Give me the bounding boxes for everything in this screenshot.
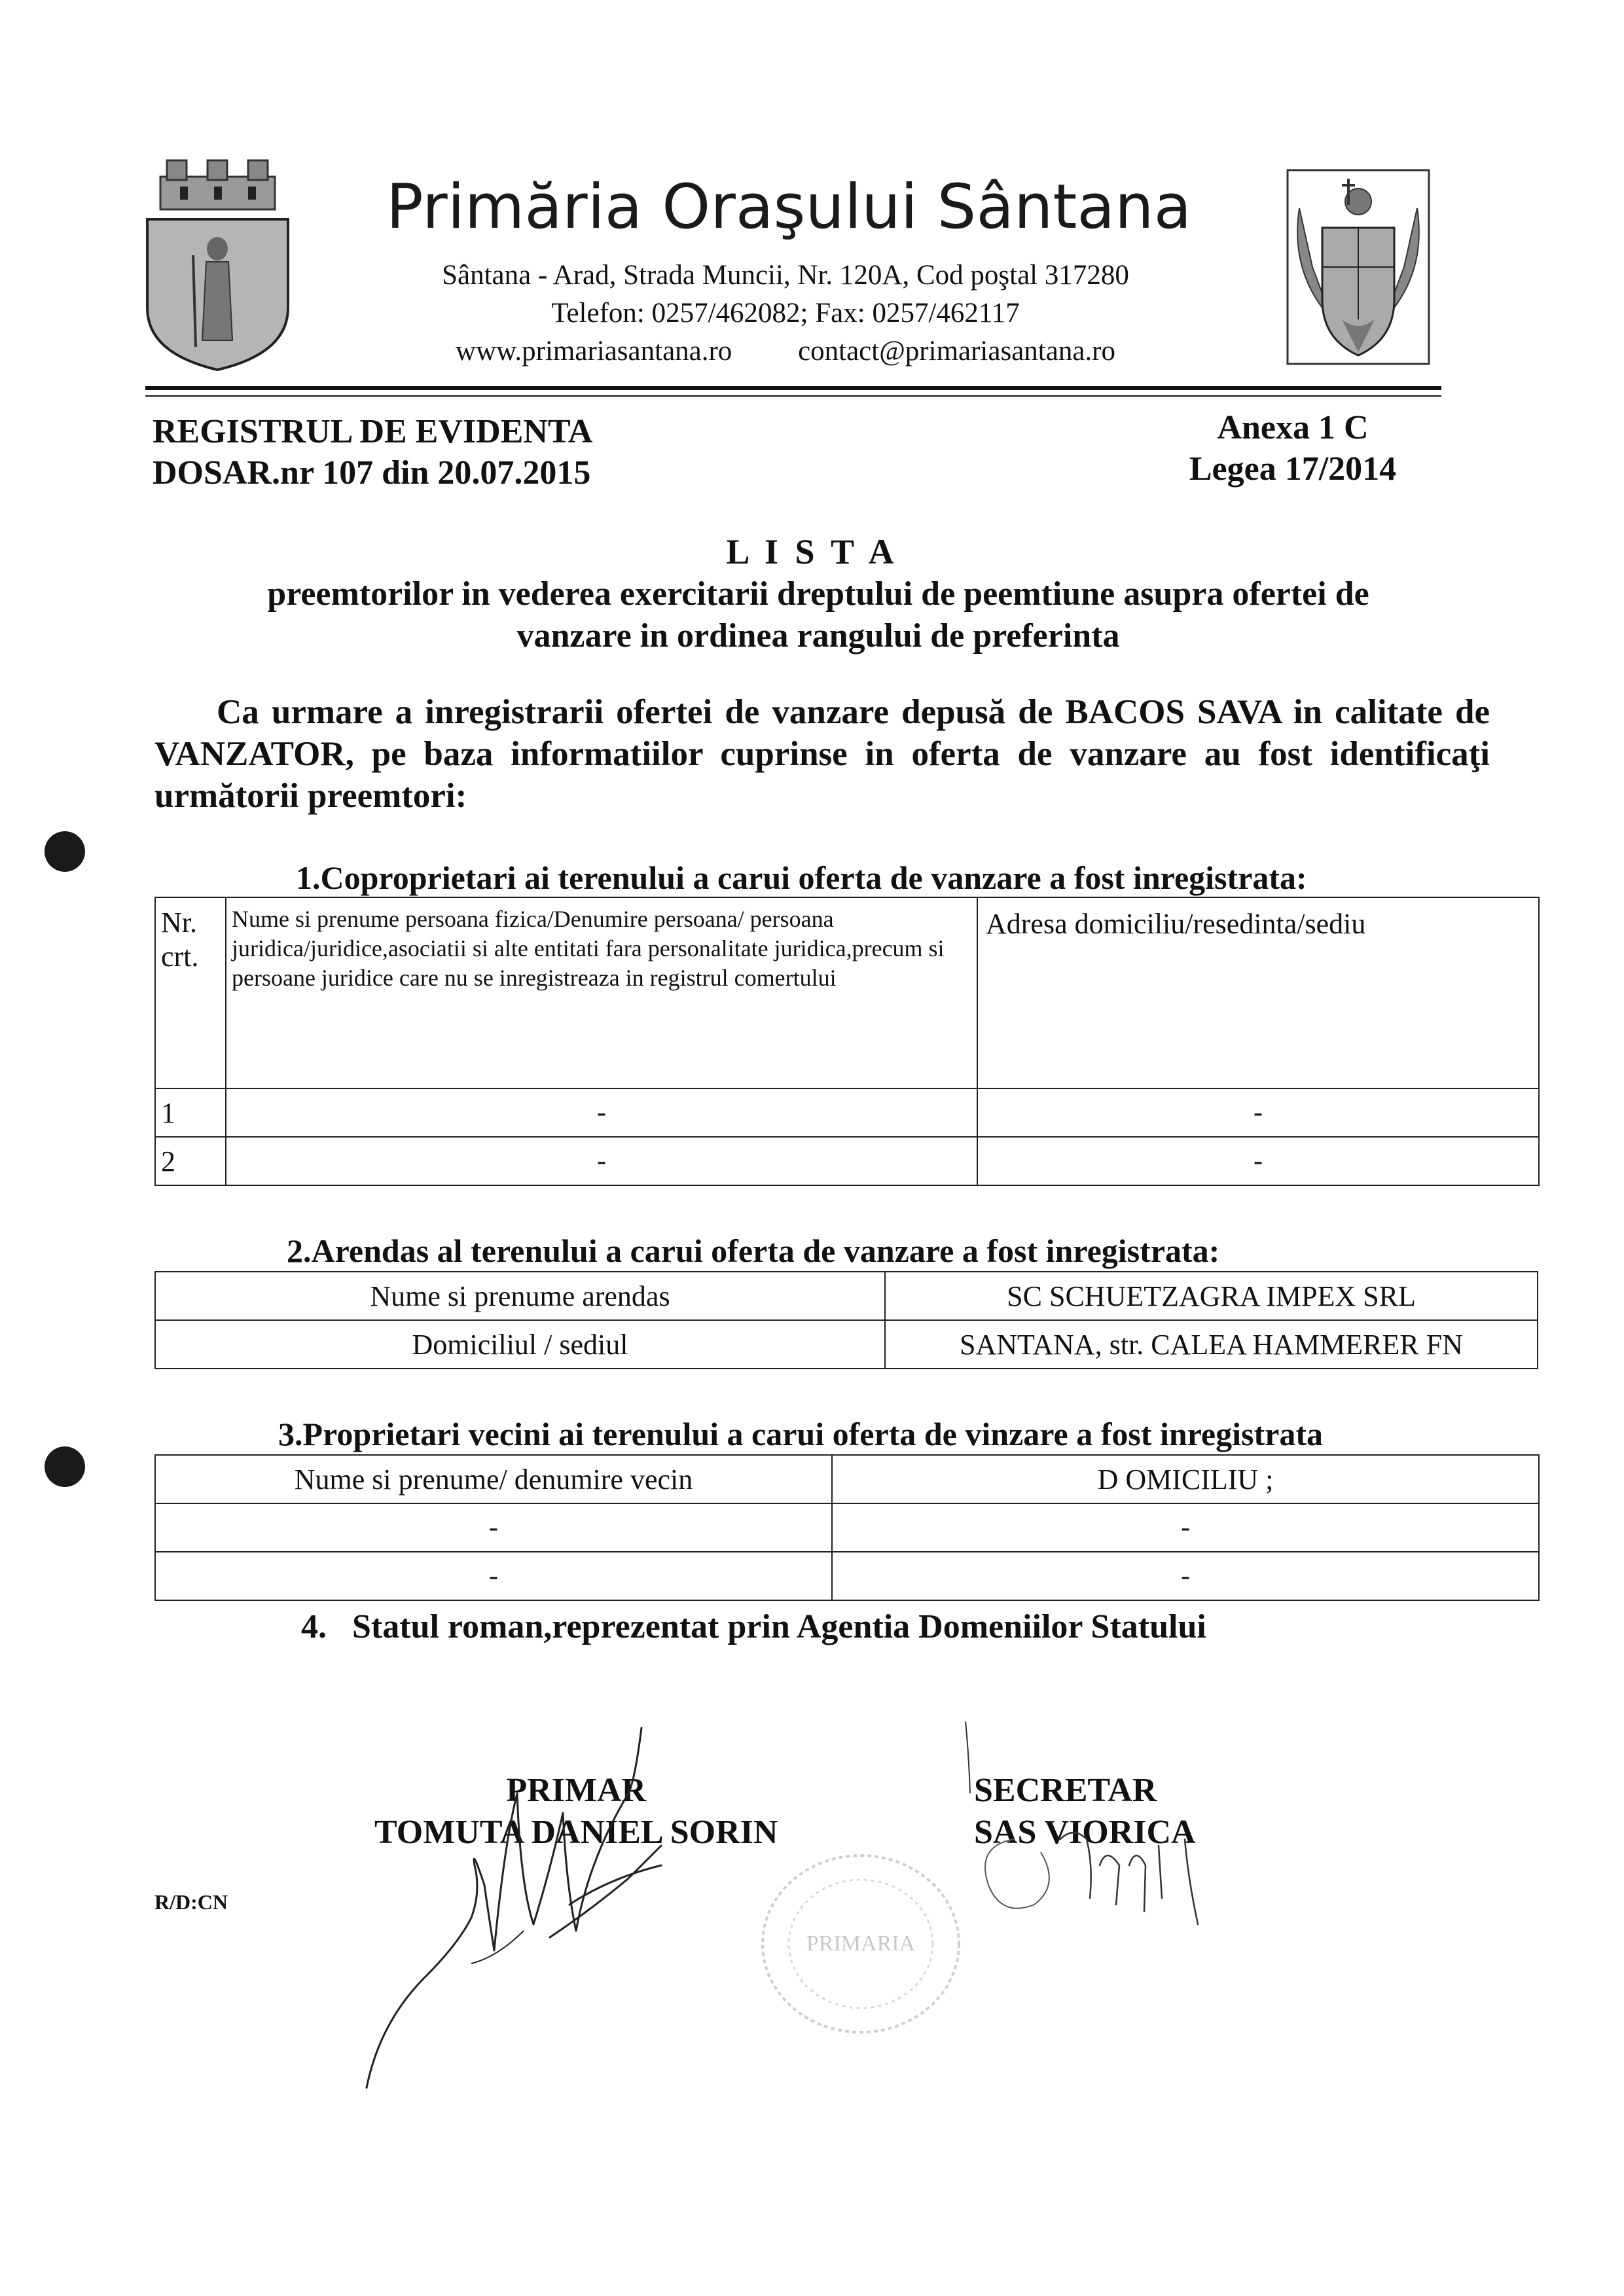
city-coat-of-arms (141, 157, 295, 373)
header-neighbor-address: D OMICILIU ; (832, 1455, 1539, 1503)
table-row (155, 1137, 1539, 1185)
table-row (155, 1552, 1539, 1600)
table-header-row (155, 1455, 1539, 1503)
intro-paragraph: Ca urmare a inregistrarii ofertei de vanzare depusă de BACOS SAVA in calitate de VANZATOR, pe baza informatiilor cuprinse in oferta de vanzare au fost identificaţi următorii preemtori: (154, 693, 1490, 815)
dosar-number: DOSAR.nr 107 din 20.07.2015 (153, 454, 591, 492)
secretary-signature (962, 1715, 1263, 1990)
address-line: Sântana - Arad, Strada Muncii, Nr. 120A, Cod poştal 317280 (442, 260, 1129, 291)
annex-label: Anexa 1 C (1217, 409, 1369, 446)
table-row (155, 1320, 1538, 1369)
row-number: 1 (155, 1088, 226, 1137)
phone-fax-line: Telefon: 0257/462082; Fax: 0257/462117 (551, 298, 1020, 329)
law-reference: Legea 17/2014 (1189, 450, 1397, 488)
secretary-title: SECRETAR (974, 1772, 1157, 1809)
section2-title: 2.Arendas al terenului a carui oferta de vanzare a fost inregistrata: (287, 1232, 1220, 1269)
table-row (155, 1272, 1538, 1320)
tenant-table (154, 1271, 1538, 1369)
list-subtitle-line1: preemtorilor in vederea exercitarii dreptului de peemtiune asupra ofertei de (267, 575, 1369, 613)
official-stamp (753, 1846, 969, 2042)
romania-coat-of-arms (1286, 169, 1430, 365)
header-rule-thick (145, 386, 1441, 390)
list-subtitle-line2: vanzare in ordinea rangului de preferinta (516, 617, 1120, 655)
tenant-address-label: Domiciliul / sediul (155, 1320, 885, 1369)
table-row (155, 1503, 1539, 1552)
email-link[interactable]: contact@primariasantana.ro (798, 336, 1115, 367)
table-header-row (155, 897, 1539, 1088)
header-neighbor-name: Nume si prenume/ denumire vecin (155, 1455, 832, 1503)
neighbor-name: - (155, 1503, 832, 1552)
coowners-table (154, 897, 1540, 1186)
table-row (155, 1088, 1539, 1137)
mayor-signature (353, 1715, 772, 2094)
punch-hole-top (45, 831, 85, 872)
neighbor-name: - (155, 1552, 832, 1600)
tenant-name-value: SC SCHUETZAGRA IMPEX SRL (885, 1272, 1538, 1320)
tenant-address-value: SANTANA, str. CALEA HAMMERER FN (885, 1320, 1538, 1369)
header-name: Nume si prenume persoana fizica/Denumire persoana/ persoana juridica/juridice,asociatii si alte entitati fara personalitate juridica,precum si persoane juridice care nu se inregistreaza in registrul comertului (226, 897, 977, 1088)
secretary-name: SAS VIORICA (974, 1814, 1196, 1851)
row-number: 2 (155, 1137, 226, 1185)
row-address: - (977, 1088, 1539, 1137)
section1-title: 1.Coproprietari ai terenului a carui oferta de vanzare a fost inregistrata: (296, 859, 1307, 896)
institution-title: Primăria Oraşului Sântana (386, 171, 1192, 243)
section4-text: 4. Statul roman,reprezentat prin Agentia Domeniilor Statului (301, 1608, 1206, 1645)
header-address: Adresa domiciliu/resedinta/sediu (977, 897, 1539, 1088)
header-rule-thin (145, 395, 1441, 397)
header-nr-crt: Nr. crt. (155, 897, 226, 1088)
row-name: - (226, 1088, 977, 1137)
website-link[interactable]: www.primariasantana.ro (456, 336, 732, 367)
row-address: - (977, 1137, 1539, 1185)
registry-label: REGISTRUL DE EVIDENTA (153, 413, 593, 450)
section3-title: 3.Proprietari vecini ai terenului a carui oferta de vinzare a fost inregistrata (278, 1416, 1323, 1452)
tenant-name-label: Nume si prenume arendas (155, 1272, 885, 1320)
row-name: - (226, 1137, 977, 1185)
mayor-name: TOMUTA DANIEL SORIN (374, 1814, 778, 1851)
neighbor-address: - (832, 1503, 1539, 1552)
neighbor-address: - (832, 1552, 1539, 1600)
reference-code: R/D:CN (154, 1890, 228, 1914)
punch-hole-bottom (45, 1446, 85, 1487)
neighbors-table (154, 1454, 1540, 1601)
list-title: L I S T A (726, 532, 898, 571)
svg-text:PRIMARIA: PRIMARIA (806, 1931, 916, 1956)
mayor-title: PRIMAR (506, 1772, 647, 1809)
